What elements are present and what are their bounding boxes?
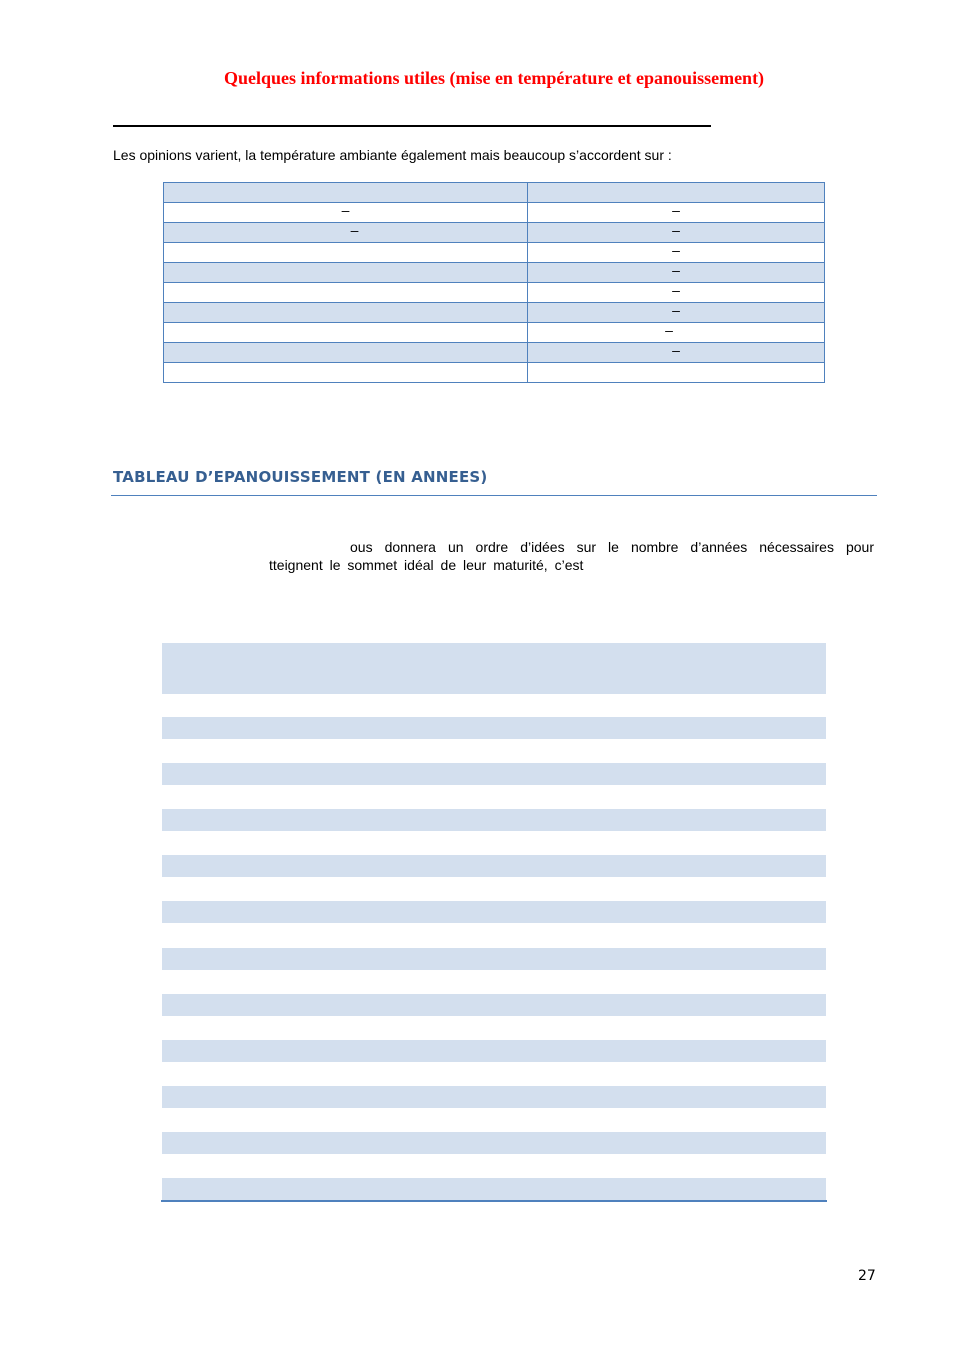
table-cell-left xyxy=(164,303,528,323)
table-cell-left xyxy=(164,343,528,363)
table-row-band xyxy=(162,994,826,1016)
table-cell-left xyxy=(164,283,528,303)
table-row-band xyxy=(162,643,826,694)
paragraph-line-2: tteignent le sommet idéal de leur maturité, c’est xyxy=(269,557,584,573)
table-row xyxy=(164,283,825,303)
table-row-band xyxy=(162,717,826,739)
table-cell-right: – xyxy=(528,203,825,223)
table-row xyxy=(164,343,825,363)
table-row-band xyxy=(162,1040,826,1062)
table-row-band xyxy=(162,1132,826,1154)
table-row xyxy=(164,223,825,243)
temperature-table xyxy=(163,182,825,383)
table-row-band xyxy=(162,1178,826,1200)
table-row-band xyxy=(162,1086,826,1108)
section-heading: TABLEAU D’EPANOUISSEMENT (EN ANNEES) xyxy=(113,468,488,486)
table-row xyxy=(164,363,825,383)
page-number: 27 xyxy=(858,1268,876,1284)
intro-text: Les opinions varient, la température ambiante également mais beaucoup s’accordent sur : xyxy=(113,147,672,163)
table-cell-left xyxy=(164,363,528,383)
table-cell-left xyxy=(164,263,528,283)
table-cell-right: – xyxy=(528,263,825,283)
table-cell-right: – xyxy=(528,323,825,343)
table-cell-left: – xyxy=(164,223,528,243)
paragraph-line-1: ous donnera un ordre d’idées sur le nombre d’années nécessaires pour xyxy=(350,539,874,555)
table-cell-left xyxy=(164,243,528,263)
table-row-band xyxy=(162,763,826,785)
table-row xyxy=(164,183,825,203)
table-cell-right: – xyxy=(528,243,825,263)
table-cell-left xyxy=(164,323,528,343)
table-cell-right xyxy=(528,183,825,203)
table-cell-right: – xyxy=(528,223,825,243)
table-row-band xyxy=(162,855,826,877)
table-cell-right: – xyxy=(528,283,825,303)
table-row xyxy=(164,323,825,343)
table-cell-right xyxy=(528,363,825,383)
title-underline xyxy=(113,125,711,127)
table-cell-right: – xyxy=(528,343,825,363)
table-row xyxy=(164,203,825,223)
epanouissement-table-bottom-rule xyxy=(161,1200,827,1202)
table-cell-left xyxy=(164,183,528,203)
table-row-band xyxy=(162,809,826,831)
page-title: Quelques informations utiles (mise en température et epanouissement) xyxy=(223,68,765,88)
table-row-band xyxy=(162,901,826,923)
table-row xyxy=(164,303,825,323)
table-row xyxy=(164,243,825,263)
table-row-band xyxy=(162,948,826,970)
section-heading-rule xyxy=(111,495,877,496)
table-cell-left: – xyxy=(164,203,528,223)
table-row xyxy=(164,263,825,283)
table-cell-right: – xyxy=(528,303,825,323)
